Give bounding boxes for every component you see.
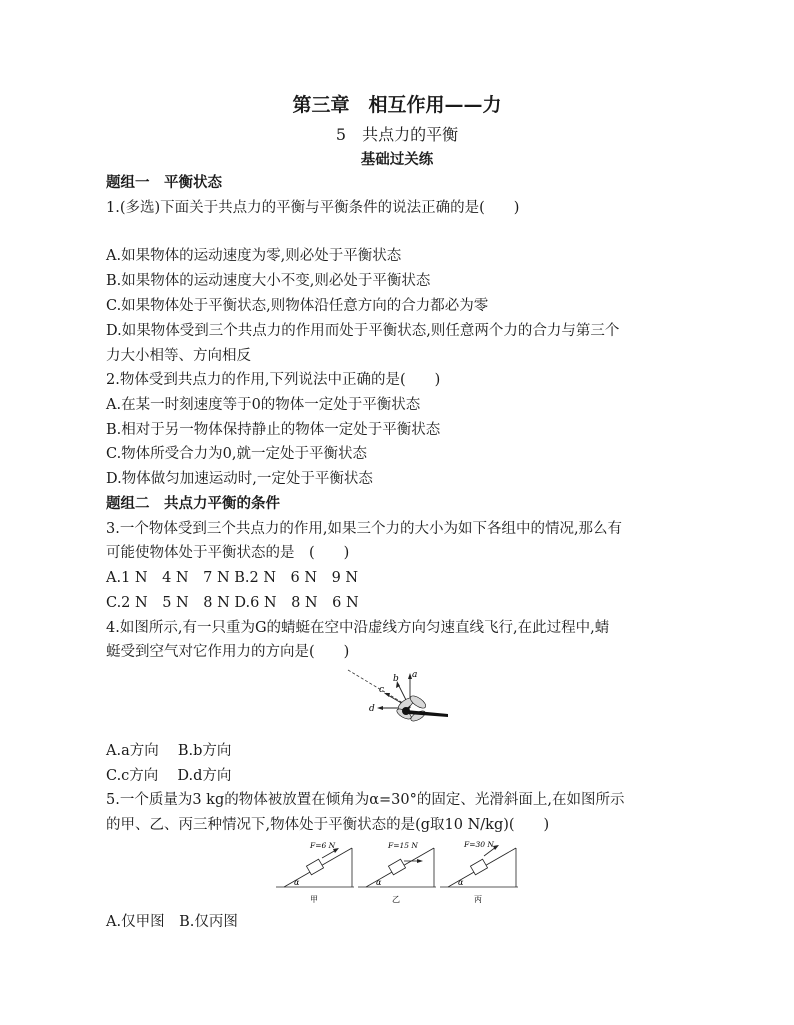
q2-option-d: D.物体做匀加速运动时,一定处于平衡状态 <box>106 471 373 487</box>
q1-option-d: D.如果物体受到三个共点力的作用而处于平衡状态,则任意两个力的合力与第三个 <box>106 323 620 339</box>
q1-option-d-cont: 力大小相等、方向相反 <box>106 348 251 364</box>
caption-bing: 丙 <box>474 895 482 904</box>
angle-label-yi: α <box>376 878 382 887</box>
caption-jia: 甲 <box>310 895 318 904</box>
dragonfly-icon <box>395 694 448 723</box>
q3-stem-line1: 3.一个物体受到三个共点力的作用,如果三个力的大小为如下各组中的情况,那么有 <box>106 521 623 537</box>
group2-title: 题组二 共点力平衡的条件 <box>106 495 280 512</box>
subtitle: 基础过关练 <box>360 151 434 168</box>
q1-option-a: A.如果物体的运动速度为零,则必处于平衡状态 <box>106 248 402 264</box>
q4-options-ab: A.a方向 B.b方向 <box>106 743 232 759</box>
q2-stem: 2.物体受到共点力的作用,下列说法中正确的是( ) <box>106 372 441 388</box>
q2-option-c: C.物体所受合力为0,就一定处于平衡状态 <box>106 446 368 462</box>
incline-figures <box>270 836 530 906</box>
q2-option-a: A.在某一时刻速度等于0的物体一定处于平衡状态 <box>106 397 421 413</box>
section-title: 5 共点力的平衡 <box>335 125 459 144</box>
arrow-d-head <box>377 706 383 710</box>
q1-stem: 1.(多选)下面关于共点力的平衡与平衡条件的说法正确的是( ) <box>106 200 520 216</box>
q4-options-cd: C.c方向 D.d方向 <box>106 768 232 784</box>
label-c: c <box>379 685 385 695</box>
flight-path-dashed-line <box>348 670 408 706</box>
q1-option-b: B.如果物体的运动速度大小不变,则必处于平衡状态 <box>106 273 431 289</box>
q4-stem-line1: 4.如图所示,有一只重为G的蜻蜓在空中沿虚线方向匀速直线飞行,在此过程中,蜻 <box>106 620 610 636</box>
q2-option-b: B.相对于另一物体保持静止的物体一定处于平衡状态 <box>106 422 441 438</box>
q5-stem-line2: 的甲、乙、丙三种情况下,物体处于平衡状态的是(g取10 N/kg)( ) <box>106 817 550 833</box>
arrow-c-head <box>384 693 390 697</box>
q5-options-ab: A.仅甲图 B.仅丙图 <box>106 914 238 930</box>
q4-stem-line2: 蜓受到空气对它作用力的方向是( ) <box>106 644 350 660</box>
incline-figure-yi <box>358 841 436 904</box>
label-b: b <box>393 674 399 684</box>
chapter-title: 第三章 相互作用——力 <box>292 94 502 116</box>
label-d: d <box>369 704 375 714</box>
q3-options-ab: A.1 N 4 N 7 N B.2 N 6 N 9 N <box>106 570 359 586</box>
group1-title: 题组一 平衡状态 <box>106 174 222 191</box>
angle-label-jia: α <box>294 878 300 887</box>
q1-option-c: C.如果物体处于平衡状态,则物体沿任意方向的合力都必为零 <box>106 298 489 314</box>
dragonfly-figure <box>340 664 452 734</box>
force-label-jia: F=6 N <box>310 841 336 850</box>
label-a: a <box>412 670 418 680</box>
incline-figure-bing <box>440 840 518 904</box>
caption-yi: 乙 <box>392 895 400 904</box>
q3-stem-line2: 可能使物体处于平衡状态的是 ( ) <box>106 545 350 561</box>
incline-figure-jia <box>276 841 354 904</box>
force-label-bing: F=30 N <box>464 840 494 849</box>
angle-label-bing: α <box>458 878 464 887</box>
q5-stem-line1: 5.一个质量为3 kg的物体被放置在倾角为α=30°的固定、光滑斜面上,在如图所示 <box>106 792 625 808</box>
q3-options-cd: C.2 N 5 N 8 N D.6 N 8 N 6 N <box>106 595 359 611</box>
force-label-yi: F=15 N <box>388 841 418 850</box>
